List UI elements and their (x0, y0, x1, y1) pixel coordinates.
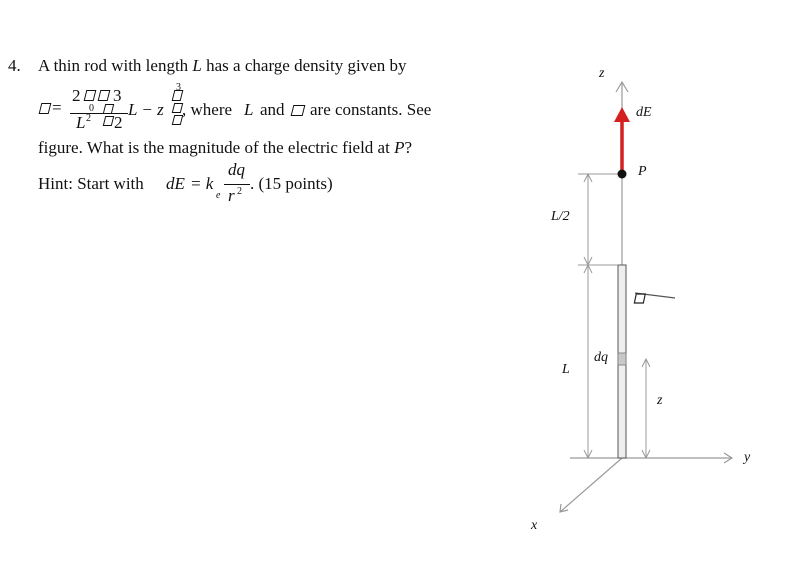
dim-L (584, 265, 592, 458)
question-text: figure. What is the magnitude of the electric field at (38, 138, 390, 157)
charge-density-equation (38, 82, 478, 134)
label-x: x (531, 518, 538, 533)
x-axis (560, 458, 622, 512)
dim-z (642, 359, 650, 458)
label-dq: dq (594, 350, 608, 365)
label-y: y (744, 450, 751, 465)
hint-label: Hint: Start with (38, 174, 144, 193)
lambda0-symbol-icon (84, 90, 97, 101)
label-dE: dE (636, 105, 652, 120)
eq-sup-3: 3 (176, 82, 181, 93)
eq-minus: L − z (128, 100, 164, 119)
diagram-svg (520, 60, 800, 580)
where-L: L (244, 100, 254, 119)
hint-line (38, 160, 478, 208)
var-L: L (192, 56, 202, 75)
hint-ke-subscript: e (216, 190, 221, 201)
rod-diagram (520, 60, 800, 580)
y-axis (570, 453, 732, 463)
intro-text-2: has a charge density given by (206, 56, 407, 75)
eq-equals: = (52, 98, 62, 117)
hint-dE: dE (166, 174, 185, 193)
lambda-symbol-icon (39, 103, 52, 114)
eq-num-3: 3 (113, 86, 122, 105)
label-L-half: L/2 (551, 209, 570, 224)
dq-element (618, 353, 626, 365)
lambda0-symbol-icon (291, 105, 306, 116)
eq-num-coeff: 2 (72, 86, 81, 105)
hint-r-exp: 2 (237, 186, 242, 197)
and-text: and (260, 100, 285, 119)
eq-den-L: L (76, 113, 86, 132)
eq-den-exp: 2 (86, 113, 91, 124)
hint-points: . (15 points) (250, 174, 333, 193)
point-P-marker (618, 170, 627, 179)
label-z-side: z (657, 393, 663, 408)
label-z-top: z (599, 66, 605, 81)
dim-L-half (578, 174, 618, 265)
are-constants-text: are constants. See (310, 100, 432, 119)
label-L: L (562, 362, 570, 377)
eq-sub-zero: 0 (89, 103, 94, 114)
bracket-box-icon (103, 116, 114, 126)
eq-half-2: 2 (114, 113, 123, 132)
intro-text: A thin rod with length (38, 56, 189, 75)
where-text: , where (182, 100, 233, 119)
question-mark: ? (404, 138, 413, 157)
hint-r: r (228, 186, 235, 205)
lambda-symbol-icon (634, 294, 645, 303)
problem-number: 4. (8, 56, 21, 75)
hint-dq: dq (228, 160, 245, 179)
problem-line-3 (38, 138, 412, 158)
problem-line-1 (8, 56, 406, 76)
placeholder-box-icon (98, 90, 111, 101)
hint-eq: = k (190, 174, 214, 193)
label-P: P (638, 164, 647, 179)
point-P: P (394, 138, 405, 157)
dE-arrow (614, 107, 630, 174)
hint-fraction-bar (224, 184, 250, 185)
